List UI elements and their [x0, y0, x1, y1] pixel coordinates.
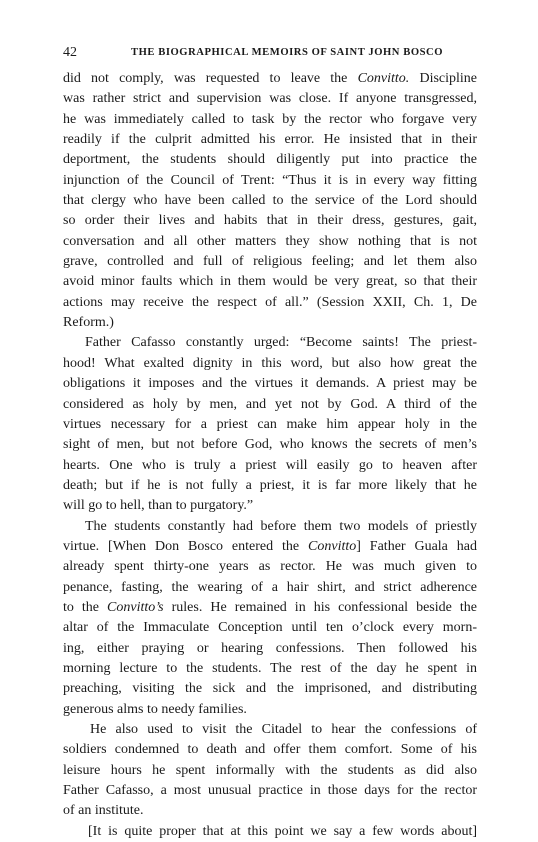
text-line: penance, fasting, the wearing of a hair shirt, and strict adherence — [63, 579, 477, 595]
paragraph-first-line: [It is quite proper that at this point we say a few words about] — [88, 823, 477, 839]
text-line: Father Cafasso, a most unusual practice in those days for the rector — [63, 783, 477, 799]
text-line: leisure hours he spent informally with the students as did also — [63, 762, 477, 778]
text-line: hearts. One who is truly a priest will easily go to heaven after — [63, 457, 477, 473]
text-line: already spent thirty-one years as rector. He was much given to — [63, 559, 477, 575]
text-line: grave, controlled and full of religious feeling; and let them also — [63, 254, 477, 270]
text-line: hood! What exalted dignity in this word, but also how great the — [63, 355, 477, 371]
text-line: preaching, visiting the sick and the imprisoned, and distributing — [63, 681, 477, 697]
paragraph-first-line: Father Cafasso constantly urged: “Become saints! The priest- — [85, 335, 477, 351]
text-line: ing, either praying or hearing confessions. Then followed his — [63, 640, 477, 656]
italic-term: Convitto. — [357, 71, 410, 86]
page-header — [63, 44, 476, 62]
text-line: Reform.) — [63, 315, 114, 331]
text-line: altar of the Immaculate Conception until ten o’clock every morn- — [63, 620, 477, 636]
page-number: 42 — [63, 45, 77, 60]
text-line: so order their lives and habits that in their dress, gestures, gait, — [63, 213, 477, 229]
text-line: did not comply, was requested to leave the Convitto. Discipline — [63, 71, 477, 86]
text-line: virtue. [When Don Bosco entered the Convitto] Father Guala had — [63, 538, 477, 554]
text-line: of an institute. — [63, 803, 144, 819]
text-line: actions may receive the respect of all.” (Session XXII, Ch. 1, De — [63, 294, 477, 310]
text-line: generous alms to needy families. — [63, 701, 247, 717]
text-line: deportment, the students should diligently put into practice the — [63, 152, 477, 168]
text-line: will go to hell, than to purgatory.” — [63, 498, 254, 514]
text-line: to the Convitto’s rules. He remained in his confessional beside the — [63, 599, 477, 615]
text-line: soldiers condemned to death and offer them comfort. Some of his — [63, 742, 477, 758]
text-line: he was immediately called to task by the rector who forgave very — [63, 111, 477, 127]
text-line: injunction of the Council of Trent: “Thus it is in every way fitting — [63, 172, 477, 188]
italic-term: Convitto — [308, 538, 357, 554]
italic-term: Convitto’s — [107, 599, 164, 615]
running-title: THE BIOGRAPHICAL MEMOIRS OF SAINT JOHN BOSCO — [131, 47, 444, 58]
text-line: obligations it imposes and the virtues it demands. A priest may be — [63, 376, 477, 392]
text-line: conversation and all other matters they show nothing that is not — [63, 233, 477, 249]
text-line: death; but if he is not fully a priest, it is far more likely that he — [63, 477, 477, 493]
text-line: that clergy who have been called to the service of the Lord should — [63, 193, 477, 209]
text-line: considered as holy by men, and yet not by God. A third of the — [63, 396, 477, 412]
text-line: morning lecture to the students. The rest of the day he spent in — [63, 660, 477, 676]
text-line: virtues necessary for a priest can make him appear holy in the — [63, 416, 477, 432]
body-text — [63, 69, 477, 842]
paragraph-first-line: The students constantly had before them two models of priestly — [85, 518, 477, 534]
paragraph-first-line: He also used to visit the Citadel to hear the confessions of — [90, 722, 477, 737]
text-line: was rather strict and supervision was close. If anyone transgressed, — [63, 91, 477, 107]
text-line: avoid minor faults which in them would be very great, so that their — [63, 274, 477, 290]
text-line: readily if the culprit admitted his error. He insisted that in their — [63, 132, 477, 148]
text-line: sight of men, but not before God, who knows the secrets of men’s — [63, 437, 477, 453]
